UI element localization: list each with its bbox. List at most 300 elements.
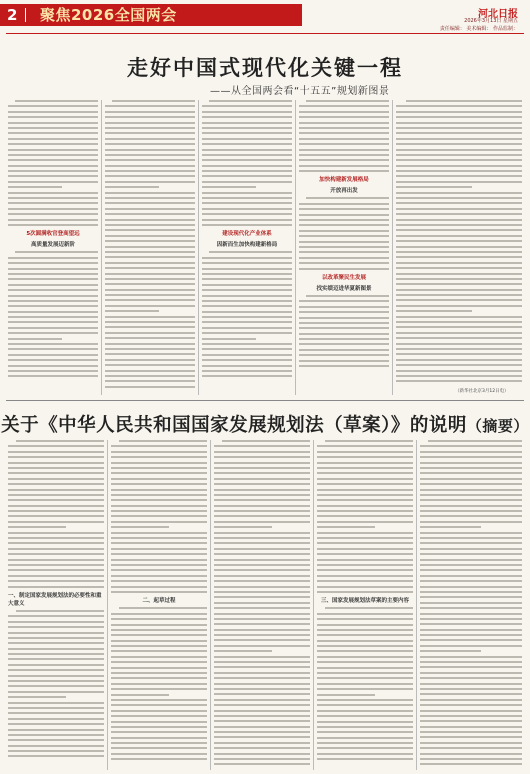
text-line bbox=[8, 548, 104, 550]
article1-subtitle-8: 找实绩迈进华夏新图景 bbox=[316, 285, 372, 292]
article1-headline: 走好中国式现代化关键一程 bbox=[127, 55, 403, 80]
article1-col2-lines bbox=[105, 100, 195, 388]
text-line bbox=[111, 586, 207, 588]
text-line bbox=[8, 542, 104, 544]
text-line bbox=[420, 629, 522, 631]
text-line bbox=[420, 586, 522, 588]
text-line bbox=[8, 262, 98, 264]
article2-subtitle-2: 二、起草过程 bbox=[142, 598, 176, 605]
text-line bbox=[214, 677, 310, 679]
text-line bbox=[111, 726, 207, 728]
text-line bbox=[111, 634, 207, 636]
text-line bbox=[317, 737, 413, 739]
text-line bbox=[8, 569, 104, 571]
text-line bbox=[420, 591, 522, 593]
text-line bbox=[111, 445, 207, 447]
text-line bbox=[317, 521, 413, 523]
text-line bbox=[8, 510, 104, 512]
text-line bbox=[8, 505, 104, 507]
text-line bbox=[8, 707, 104, 709]
text-line bbox=[202, 181, 292, 183]
text-line bbox=[214, 586, 310, 588]
text-line bbox=[8, 154, 98, 156]
text-line bbox=[299, 143, 389, 145]
text-line bbox=[299, 116, 389, 118]
text-line bbox=[317, 462, 413, 464]
text-line bbox=[105, 159, 195, 161]
text-line bbox=[202, 338, 256, 340]
text-line bbox=[111, 521, 207, 523]
text-line bbox=[8, 127, 98, 129]
text-line bbox=[317, 710, 413, 712]
text-line bbox=[111, 677, 207, 679]
text-line bbox=[202, 138, 292, 140]
text-line bbox=[105, 213, 195, 215]
text-line bbox=[214, 715, 310, 717]
text-line bbox=[317, 515, 413, 517]
text-line bbox=[202, 284, 292, 286]
text-line bbox=[8, 305, 98, 307]
text-line bbox=[396, 105, 522, 107]
text-line bbox=[214, 591, 310, 593]
text-line bbox=[8, 354, 98, 356]
text-line bbox=[111, 591, 207, 593]
text-line bbox=[214, 483, 310, 485]
text-line bbox=[420, 688, 522, 690]
text-line bbox=[8, 175, 98, 177]
text-line bbox=[8, 680, 104, 682]
article2-column-5 bbox=[420, 440, 522, 770]
article1-column-2 bbox=[105, 100, 195, 395]
article2-column-1 bbox=[8, 440, 104, 770]
text-line bbox=[105, 316, 195, 318]
text-line bbox=[8, 685, 104, 687]
text-line bbox=[105, 192, 195, 194]
text-line bbox=[105, 343, 195, 345]
text-line bbox=[202, 289, 292, 291]
text-line bbox=[214, 672, 310, 674]
text-line bbox=[299, 154, 389, 156]
text-line bbox=[420, 639, 522, 641]
text-line bbox=[317, 569, 413, 571]
text-line bbox=[214, 645, 310, 647]
text-line bbox=[420, 699, 522, 701]
text-line bbox=[105, 138, 195, 140]
text-line bbox=[317, 542, 413, 544]
text-line bbox=[299, 246, 389, 248]
article2-col4-lines-a bbox=[317, 440, 413, 593]
text-line bbox=[299, 327, 389, 329]
text-line bbox=[105, 256, 195, 258]
text-line bbox=[214, 472, 310, 474]
article1-column-4 bbox=[299, 100, 389, 395]
text-line bbox=[317, 624, 413, 626]
article1-subtitle-5: 加快构建新发展格局 bbox=[319, 177, 369, 184]
article2-headline bbox=[0, 411, 530, 437]
text-line bbox=[299, 300, 389, 302]
article2-col3-lines bbox=[214, 440, 310, 765]
text-line bbox=[111, 640, 207, 642]
text-line bbox=[202, 213, 292, 215]
text-line bbox=[214, 726, 310, 728]
text-line bbox=[202, 273, 292, 275]
text-line bbox=[214, 639, 310, 641]
text-line bbox=[214, 548, 310, 550]
text-line bbox=[111, 510, 207, 512]
text-line bbox=[420, 661, 522, 663]
text-line bbox=[105, 229, 195, 231]
text-line bbox=[317, 650, 413, 652]
text-line bbox=[299, 127, 389, 129]
text-line bbox=[8, 311, 98, 313]
text-line bbox=[420, 467, 522, 469]
text-line bbox=[202, 365, 292, 367]
text-line bbox=[202, 132, 292, 134]
text-line bbox=[317, 456, 413, 458]
text-line bbox=[317, 559, 413, 561]
article1-col4-lines-c bbox=[299, 295, 389, 367]
text-line bbox=[317, 505, 413, 507]
text-line bbox=[202, 202, 292, 204]
text-line bbox=[420, 613, 522, 615]
text-line bbox=[299, 111, 389, 113]
text-line bbox=[420, 548, 522, 550]
text-line bbox=[299, 333, 389, 335]
article1-col1-lines-a bbox=[8, 100, 98, 226]
text-line bbox=[299, 268, 389, 270]
text-line bbox=[420, 645, 522, 647]
text-line bbox=[8, 632, 104, 634]
text-line bbox=[202, 159, 292, 161]
text-line bbox=[325, 607, 413, 609]
text-line bbox=[8, 208, 98, 210]
text-line bbox=[299, 165, 389, 167]
text-line bbox=[317, 526, 375, 528]
text-line bbox=[111, 683, 207, 685]
text-line bbox=[420, 650, 481, 652]
text-line bbox=[396, 380, 522, 382]
text-line bbox=[420, 677, 522, 679]
text-line bbox=[105, 105, 195, 107]
text-line bbox=[214, 505, 310, 507]
text-line bbox=[119, 607, 207, 609]
text-line bbox=[111, 580, 207, 582]
text-line bbox=[317, 467, 413, 469]
article2-col2-lines-a bbox=[111, 440, 207, 593]
text-line bbox=[420, 575, 522, 577]
text-line bbox=[105, 370, 195, 372]
text-line bbox=[105, 310, 159, 312]
text-line bbox=[202, 105, 292, 107]
text-line bbox=[111, 515, 207, 517]
text-line bbox=[214, 661, 310, 663]
text-line bbox=[214, 596, 310, 598]
text-line bbox=[202, 343, 292, 345]
text-line bbox=[111, 548, 207, 550]
text-line bbox=[8, 664, 104, 666]
text-line bbox=[214, 693, 310, 695]
text-line bbox=[8, 564, 104, 566]
text-line bbox=[420, 656, 522, 658]
text-line bbox=[8, 750, 104, 752]
text-line bbox=[317, 586, 413, 588]
text-line bbox=[420, 569, 522, 571]
text-line bbox=[317, 726, 413, 728]
text-line bbox=[105, 219, 195, 221]
text-line bbox=[317, 553, 413, 555]
text-line bbox=[8, 370, 98, 372]
text-line bbox=[396, 332, 522, 334]
text-line bbox=[8, 186, 62, 188]
text-line bbox=[396, 348, 522, 350]
text-line bbox=[111, 499, 207, 501]
text-line bbox=[299, 224, 389, 226]
article2-column-4 bbox=[317, 440, 413, 770]
text-line bbox=[420, 666, 522, 668]
text-line bbox=[8, 257, 98, 259]
text-line bbox=[214, 537, 310, 539]
text-line bbox=[202, 111, 292, 113]
text-line bbox=[202, 370, 292, 372]
text-line bbox=[420, 720, 522, 722]
article1-subtitle-4: 因新而生加快构建新格局 bbox=[216, 242, 278, 249]
text-line bbox=[317, 704, 413, 706]
text-line bbox=[420, 634, 522, 636]
page-number: 2 bbox=[7, 6, 18, 24]
text-line bbox=[214, 553, 310, 555]
article1-col4-lines-a bbox=[299, 100, 389, 172]
text-line bbox=[105, 122, 195, 124]
text-line bbox=[396, 262, 522, 264]
text-line bbox=[8, 745, 104, 747]
text-line bbox=[420, 526, 481, 528]
text-line bbox=[420, 489, 522, 491]
text-line bbox=[317, 613, 413, 615]
text-line bbox=[214, 731, 310, 733]
text-line bbox=[105, 208, 195, 210]
text-line bbox=[8, 615, 104, 617]
text-line bbox=[8, 138, 98, 140]
text-line bbox=[111, 704, 207, 706]
text-line bbox=[202, 375, 292, 377]
text-line bbox=[202, 175, 292, 177]
text-line bbox=[317, 731, 413, 733]
text-line bbox=[214, 602, 310, 604]
text-line bbox=[214, 515, 310, 517]
text-line bbox=[420, 726, 522, 728]
text-line bbox=[111, 731, 207, 733]
text-line bbox=[299, 122, 389, 124]
text-line bbox=[396, 219, 522, 221]
text-line bbox=[8, 202, 98, 204]
text-line bbox=[420, 683, 522, 685]
banner-separator bbox=[25, 8, 26, 22]
text-line bbox=[299, 214, 389, 216]
text-line bbox=[202, 278, 292, 280]
text-line bbox=[8, 489, 104, 491]
text-line bbox=[202, 321, 292, 323]
text-line bbox=[317, 758, 413, 760]
text-line bbox=[8, 348, 98, 350]
text-line bbox=[8, 170, 98, 172]
text-line bbox=[8, 159, 98, 161]
text-line bbox=[420, 445, 522, 447]
text-line bbox=[8, 295, 98, 297]
text-line bbox=[119, 440, 207, 442]
article2-col1-lines-b bbox=[8, 610, 104, 758]
text-line bbox=[8, 111, 98, 113]
text-line bbox=[111, 456, 207, 458]
article1-col4-lines-b bbox=[299, 197, 389, 269]
text-line bbox=[105, 175, 195, 177]
text-line bbox=[105, 186, 159, 188]
text-line bbox=[396, 364, 522, 366]
column-rule bbox=[210, 440, 211, 770]
text-line bbox=[8, 755, 104, 757]
text-line bbox=[8, 729, 104, 731]
text-line bbox=[396, 305, 522, 307]
text-line bbox=[111, 451, 207, 453]
text-line bbox=[111, 553, 207, 555]
text-line bbox=[306, 100, 389, 102]
text-line bbox=[8, 165, 98, 167]
text-line bbox=[202, 154, 292, 156]
text-line bbox=[202, 219, 292, 221]
text-line bbox=[299, 262, 389, 264]
text-line bbox=[8, 499, 104, 501]
column-rule bbox=[416, 440, 417, 770]
text-line bbox=[396, 224, 522, 226]
text-line bbox=[202, 149, 292, 151]
article1-col5-lines bbox=[396, 100, 522, 382]
text-line bbox=[317, 451, 413, 453]
text-line bbox=[214, 656, 310, 658]
text-line bbox=[299, 203, 389, 205]
text-line bbox=[317, 742, 413, 744]
text-line bbox=[317, 580, 413, 582]
text-line bbox=[8, 575, 104, 577]
text-line bbox=[317, 672, 413, 674]
text-line bbox=[105, 380, 195, 382]
text-line bbox=[111, 747, 207, 749]
text-line bbox=[214, 510, 310, 512]
text-line bbox=[214, 720, 310, 722]
article1-col3-lines-a bbox=[202, 100, 292, 226]
text-line bbox=[111, 483, 207, 485]
text-line bbox=[15, 100, 98, 102]
text-line bbox=[420, 758, 522, 760]
text-line bbox=[420, 753, 522, 755]
text-line bbox=[299, 306, 389, 308]
text-line bbox=[317, 445, 413, 447]
text-line bbox=[317, 715, 413, 717]
text-line bbox=[202, 122, 292, 124]
text-line bbox=[317, 510, 413, 512]
text-line bbox=[317, 478, 413, 480]
text-line bbox=[299, 230, 389, 232]
text-line bbox=[214, 629, 310, 631]
text-line bbox=[111, 478, 207, 480]
text-line bbox=[325, 440, 413, 442]
text-line bbox=[105, 299, 195, 301]
text-line bbox=[202, 262, 292, 264]
text-line bbox=[202, 354, 292, 356]
article1-subtitle-7: 以改革聚民生发展 bbox=[321, 274, 366, 281]
text-line bbox=[8, 553, 104, 555]
text-line bbox=[396, 202, 522, 204]
text-line bbox=[8, 327, 98, 329]
text-line bbox=[105, 170, 195, 172]
article2-subtitle-1: 一、制定国家发展规划法的必要性和重大意义 bbox=[8, 592, 102, 607]
text-line bbox=[317, 629, 413, 631]
text-line bbox=[8, 559, 104, 561]
text-line bbox=[299, 349, 389, 351]
text-line bbox=[202, 295, 292, 297]
text-line bbox=[299, 360, 389, 362]
article1-subtitle-2: 高质量发展迈新阶 bbox=[30, 242, 75, 249]
text-line bbox=[420, 618, 522, 620]
article-divider bbox=[6, 400, 524, 401]
text-line bbox=[420, 742, 522, 744]
text-line bbox=[396, 289, 522, 291]
text-line bbox=[396, 337, 522, 339]
text-line bbox=[8, 653, 104, 655]
text-line bbox=[299, 338, 389, 340]
text-line bbox=[202, 332, 292, 334]
text-line bbox=[8, 451, 104, 453]
text-line bbox=[396, 343, 522, 345]
text-line bbox=[105, 251, 195, 253]
text-line bbox=[105, 273, 195, 275]
text-line bbox=[214, 559, 310, 561]
text-line bbox=[8, 456, 104, 458]
text-line bbox=[105, 116, 195, 118]
text-line bbox=[420, 532, 522, 534]
text-line bbox=[111, 542, 207, 544]
text-line bbox=[214, 499, 310, 501]
text-line bbox=[8, 219, 98, 221]
text-line bbox=[420, 672, 522, 674]
text-line bbox=[214, 747, 310, 749]
column-rule bbox=[313, 440, 314, 770]
text-line bbox=[214, 758, 310, 760]
article1-column-1 bbox=[8, 100, 98, 395]
text-line bbox=[105, 235, 195, 237]
text-line bbox=[299, 251, 389, 253]
text-line bbox=[8, 691, 104, 693]
text-line bbox=[8, 338, 62, 340]
text-line bbox=[202, 300, 292, 302]
text-line bbox=[317, 494, 413, 496]
text-line bbox=[396, 143, 522, 145]
masthead bbox=[0, 0, 530, 36]
text-line bbox=[202, 127, 292, 129]
text-line bbox=[8, 343, 98, 345]
text-line bbox=[420, 693, 522, 695]
text-line bbox=[105, 165, 195, 167]
text-line bbox=[8, 586, 104, 588]
text-line bbox=[396, 170, 522, 172]
text-line bbox=[317, 618, 413, 620]
text-line bbox=[8, 712, 104, 714]
text-line bbox=[105, 181, 195, 183]
column-rule bbox=[392, 100, 393, 395]
text-line bbox=[420, 623, 522, 625]
text-line bbox=[111, 472, 207, 474]
text-line bbox=[420, 580, 522, 582]
column-rule bbox=[101, 100, 102, 395]
text-line bbox=[8, 642, 104, 644]
